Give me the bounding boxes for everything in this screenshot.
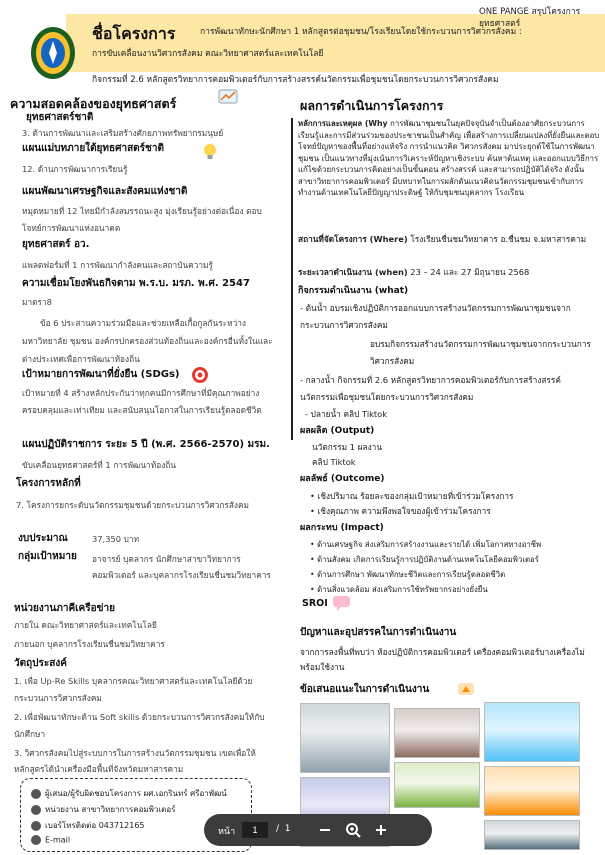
target-group-value: อาจารย์ บุคลากร นักศึกษาสาขาวิทยาการคอมพิวเตอร์ และบุคลากรโรงเรียนชื่นชมวิทยาคาร: [92, 554, 271, 580]
problems-title: ปัญหาและอุปสรรคในการดำเนินงาน: [300, 627, 457, 638]
when-text: 23 – 24 และ 27 มิถุนายน 2568: [410, 267, 530, 277]
project-label: ชื่อโครงการ: [92, 24, 176, 43]
plus-button[interactable]: [370, 819, 392, 841]
activity-photo: [484, 702, 580, 762]
where-block: [298, 232, 600, 247]
rationale-label: หลักการและเหตุผล (Why: [298, 119, 388, 128]
activity-photo: [300, 703, 390, 773]
act-link-title: ความเชื่อมโยงพันธกิจตาม พ.ร.บ. มรภ. พ.ศ. 2547: [22, 278, 250, 289]
objective-item: 3. วิศวกรสังคมไปสู่ระบบการในการสร้างนวัตกรรมชุมชน เขตเพื่อให้หลักสูตรได้นำเครื่องมือพื้นที่จังหวัดมหาสารคาม: [14, 748, 256, 774]
corner-title: ONE PANGE สรุปโครงการ ยุทธศาสตร์: [479, 7, 581, 29]
university-seal-logo: [30, 26, 76, 80]
main-project-text: 7. โครงการยกระดับนวัตกรรมชุมชนด้วยกระบวนการวิศวกรสังคม: [16, 500, 249, 510]
budget-value: 37,350 บาท: [92, 534, 140, 544]
contact-unit: [31, 803, 175, 816]
lightbulb-icon: [200, 142, 220, 160]
act-section: มาตรา8: [22, 297, 52, 307]
mhesi-strategy-text: แพลตฟอร์มที่ 1 การพัฒนากำลังคนและสถาบันความรู้: [22, 260, 213, 270]
project-name: การพัฒนาทักษะนักศึกษา 1 หลักสูตรต่อชุมชน/โรงเรียนโดยใช้กระบวนการวิศวกรสังคม :: [200, 27, 522, 37]
contact-email: [31, 835, 70, 845]
project-name-line-2: การขับเคลื่อนงานวิศวกรสังคม คณะวิทยาศาสตร์และเทคโนโลยี: [92, 49, 324, 59]
pdf-page-toolbar: [204, 814, 432, 846]
target-icon: [190, 366, 210, 384]
impact-title: ผลกระทบ (Impact): [300, 523, 384, 533]
impact-item: • ด้านเศรษฐกิจ ส่งเสริมการสร้างงานและรายได้ เพิ่มโอกาสทางอาชีพ: [310, 540, 542, 549]
rationale-block: [298, 118, 600, 199]
network-title: หน่วยงานภาคีเครือข่าย: [14, 603, 115, 614]
hand-icon: [456, 680, 476, 698]
main-project-title: โครงการหลักที่: [16, 478, 81, 489]
activity-photo: [394, 708, 480, 758]
output-item: คลิป Tiktok: [312, 457, 356, 467]
impact-item: • ด้านสิ่งแวดล้อม ส่งเสริมการใช้ทรัพยากรอย่างยั่งยืน: [310, 585, 488, 594]
objective-title: วัตถุประสงค์: [14, 658, 67, 669]
phone-icon: [31, 821, 41, 831]
where-text: โรงเรียนชื่นชมวิทยาคาร อ.ชื่นชม จ.มหาสารคาม: [410, 234, 587, 244]
where-label: สถานที่จัดโครงการ (Where): [298, 234, 408, 244]
budget-label: งบประมาณ: [18, 533, 68, 544]
objective-item: 1. เพื่อ Up-Re Skills บุคลากรคณะวิทยาศาสตร์และเทคโนโลยีด้วยกระบวนการวิศวกรสังคม: [14, 676, 253, 703]
vertical-rule: [291, 118, 293, 440]
contact-phone: [31, 819, 145, 832]
outcome-title: ผลลัพธ์ (Outcome): [300, 474, 385, 484]
impact-item: • ด้านสังคม เกิดการเรียนรู้การปฏิบัติงานด้านเทคโนโลยีคอมพิวเตอร์: [310, 555, 539, 564]
what-midstream: - กลางน้ำ กิจกรรมที่ 2.6 หลักสูตรวิทยาการคอมพิวเตอร์กับการสร้างสรรค์นวัตกรรมเพื่อชุมชนโดยกระบวนการวิศวกรสังคม: [300, 375, 561, 402]
alignment-title: ความสอดคล้องของยุทธศาสตร์: [10, 96, 177, 111]
building-icon: [31, 805, 41, 815]
sroi-label: SROI: [302, 598, 328, 609]
network-external: ภายนอก บุคลากรโรงเรียนชื่นชมวิทยาคาร: [14, 639, 165, 649]
national-strategy-text: 3. ด้านการพัฒนาและเสริมสร้างศักยภาพทรัพยากรมนุษย์: [22, 128, 224, 138]
output-item: นวัตกรรม 1 ผลงาน: [312, 442, 383, 452]
target-group-label: กลุ่มเป้าหมาย: [18, 551, 77, 562]
impact-item: • ด้านการศึกษา พัฒนาทักษะชีวิตและการเรียนรู้ตลอดชีวิต: [310, 570, 506, 579]
unit-text: หน่วยงาน สาขาวิทยาการคอมพิวเตอร์: [45, 805, 176, 814]
contact-responsible: [31, 787, 227, 800]
master-plan-title: แผนแม่บทภายใต้ยุทธศาสตร์ชาติ: [22, 143, 164, 154]
what-title: กิจกรรมดำเนินงาน (what): [298, 286, 409, 296]
objective-item: 2. เพื่อพัฒนาทักษะด้าน Soft skills ด้วยกระบวนการวิศวกรสังคมให้กับนักศึกษา: [14, 712, 265, 739]
email-icon: [31, 835, 41, 845]
act-text: ข้อ 6 ประสานความร่วมมือและช่วยเหลือเกื้อกูลกันระหว่างมหาวิทยาลัย ชุมชน องค์กรปกครองส่วนท้องถิ่นและองค์กรอื่นทั้งในและต่างประเทศเพื่อการพัฒนาท้องถิ่น: [22, 318, 273, 364]
suggest-title: ข้อเสนอแนะในการดำเนินงาน: [300, 684, 430, 695]
speech-icon: [332, 594, 352, 612]
output-title: ผลผลิต (Output): [300, 426, 375, 436]
results-title: ผลการดำเนินการโครงการ: [300, 98, 444, 113]
chart-icon: [218, 86, 238, 104]
person-icon: [31, 789, 41, 799]
outcome-item: • เชิงปริมาณ ร้อยละของกลุ่มเป้าหมายที่เข้าร่วมโครงการ: [310, 491, 514, 501]
mhesi-strategy-title: ยุทธศาสตร์ อว.: [22, 239, 90, 250]
what-upstream-2: อบรมกิจกรรมสร้างนวัตกรรมการพัฒนาชุมชนจากกระบวนการวิศวกรสังคม: [370, 339, 591, 366]
what-downstream: - ปลายน้ำ คลิป Tiktok: [305, 409, 388, 419]
econ-plan-text: หมุดหมายที่ 12 ไทยมีกำลังสมรรถนะสูง มุ่งเรียนรู้อย่างต่อเนื่อง ตอบโจทย์การพัฒนาแห่งอนาคต: [22, 206, 262, 233]
econ-plan-title: แผนพัฒนาเศรษฐกิจและสังคมแห่งชาติ: [22, 186, 188, 197]
page-label: หน้า: [218, 827, 236, 837]
page-separator: [276, 824, 291, 834]
sdg-title: เป้าหมายการพัฒนาที่ยั่งยืน (SDGs): [22, 369, 180, 380]
outcome-item: • เชิงคุณภาพ ความพึงพอใจของผู้เข้าร่วมโครงการ: [310, 506, 491, 516]
activity-photo: [394, 762, 480, 808]
when-block: [298, 266, 600, 279]
total-pages: 1: [284, 824, 291, 834]
five-year-plan-text: ขับเคลื่อนยุทธศาสตร์ที่ 1 การพัฒนาท้องถิ่น: [22, 460, 176, 470]
sdg-text: เป้าหมายที่ 4 สร้างหลักประกันว่าทุกคนมีการศึกษาที่มีคุณภาพอย่างครอบคลุมและเท่าเทียม และสนับสนุนโอกาสในการเรียนรู้ตลอดชีวิต: [22, 388, 262, 415]
five-year-plan-title: แผนปฏิบัติราชการ ระยะ 5 ปี (พ.ศ. 2566-2570) มรม.: [22, 439, 270, 450]
phone-text: เบอร์โทรติดต่อ 043712165: [45, 821, 145, 830]
activity-title: กิจกรรมที่ 2.6 หลักสูตรวิทยาการคอมพิวเตอร์กับการสร้างสรรค์นวัตกรรมเพื่อชุมชนโดยกระบวนการวิศวกรสังคม: [92, 75, 499, 85]
master-plan-text: 12. ด้านการพัฒนาการเรียนรู้: [22, 164, 128, 174]
minus-icon: [314, 819, 336, 841]
zoom-out-button[interactable]: [314, 819, 336, 841]
what-upstream: - ต้นน้ำ อบรมเชิงปฏิบัติการออกแบบการสร้างนวัตกรรมการพัฒนาชุมชนจากกระบวนการวิศวกรสังคม: [300, 303, 571, 330]
national-strategy-title: ยุทธศาสตร์ชาติ: [26, 112, 94, 123]
email-text: E-mail: [45, 835, 71, 845]
zoom-in-button[interactable]: [342, 819, 364, 841]
network-internal: ภายใน คณะวิทยาศาสตร์และเทคโนโลยี: [14, 620, 157, 630]
activity-photo: [484, 820, 580, 850]
responsible-person: ผู้เสนอ/ผู้รับผิดชอบโครงการ ผศ.เอกรินทร์ ศรีอาพัฒน์: [45, 789, 227, 798]
separator-text: /: [276, 824, 280, 834]
rationale-text: การพัฒนาชุมชนในยุคปัจจุบันจำเป็นต้องอาศัยกระบวนการเรียนรู้และการมีส่วนร่วมของประชาชนเป็นสำคัญ เพื่อสร้างการเปลี่ยนแปลงที่ยั่งยืนและตอบโจทย์ปัญหาของพื้นที่อย่างแท้จริง การนำแนวคิด วิศวกรสังคม มาประยุกต์ใช้ในการพัฒนาชุมชน เป็นแนวทางที่มุ่งเน้นการวิเคราะห์ปัญหาเชิงระบบ ค้นหาต้นเหตุ และออกแบบวิธีการแก้ไขด้วยกระบวนการคิดอย่างเป็นขั้นตอน สร้างสรรค์ และสามารถปฏิบัติได้จริง ดังนั้น สาขาวิทยาการคอมพิวเตอร์ มีบทบาทในการผลักดันแนวคิดนวัตกรรมชุมชนเข้ากับการทำงานด้านเทคโนโลยีปัญญาประดิษฐ์ ให้กับชุมชนบุคลากร โรงเรียน: [298, 119, 600, 197]
page-number-input[interactable]: [242, 822, 268, 838]
plus-icon: [370, 819, 392, 841]
when-label: ระยะเวลาดำเนินงาน (when): [298, 267, 408, 277]
zoom-icon: [342, 819, 364, 841]
problems-text: จากการลงพื้นที่พบว่า ห้องปฏิบัติการคอมพิวเตอร์ เครื่องคอมพิวเตอร์บางเครื่องไม่พร้อมใช้งาน: [300, 647, 585, 672]
activity-photo: [484, 766, 580, 816]
